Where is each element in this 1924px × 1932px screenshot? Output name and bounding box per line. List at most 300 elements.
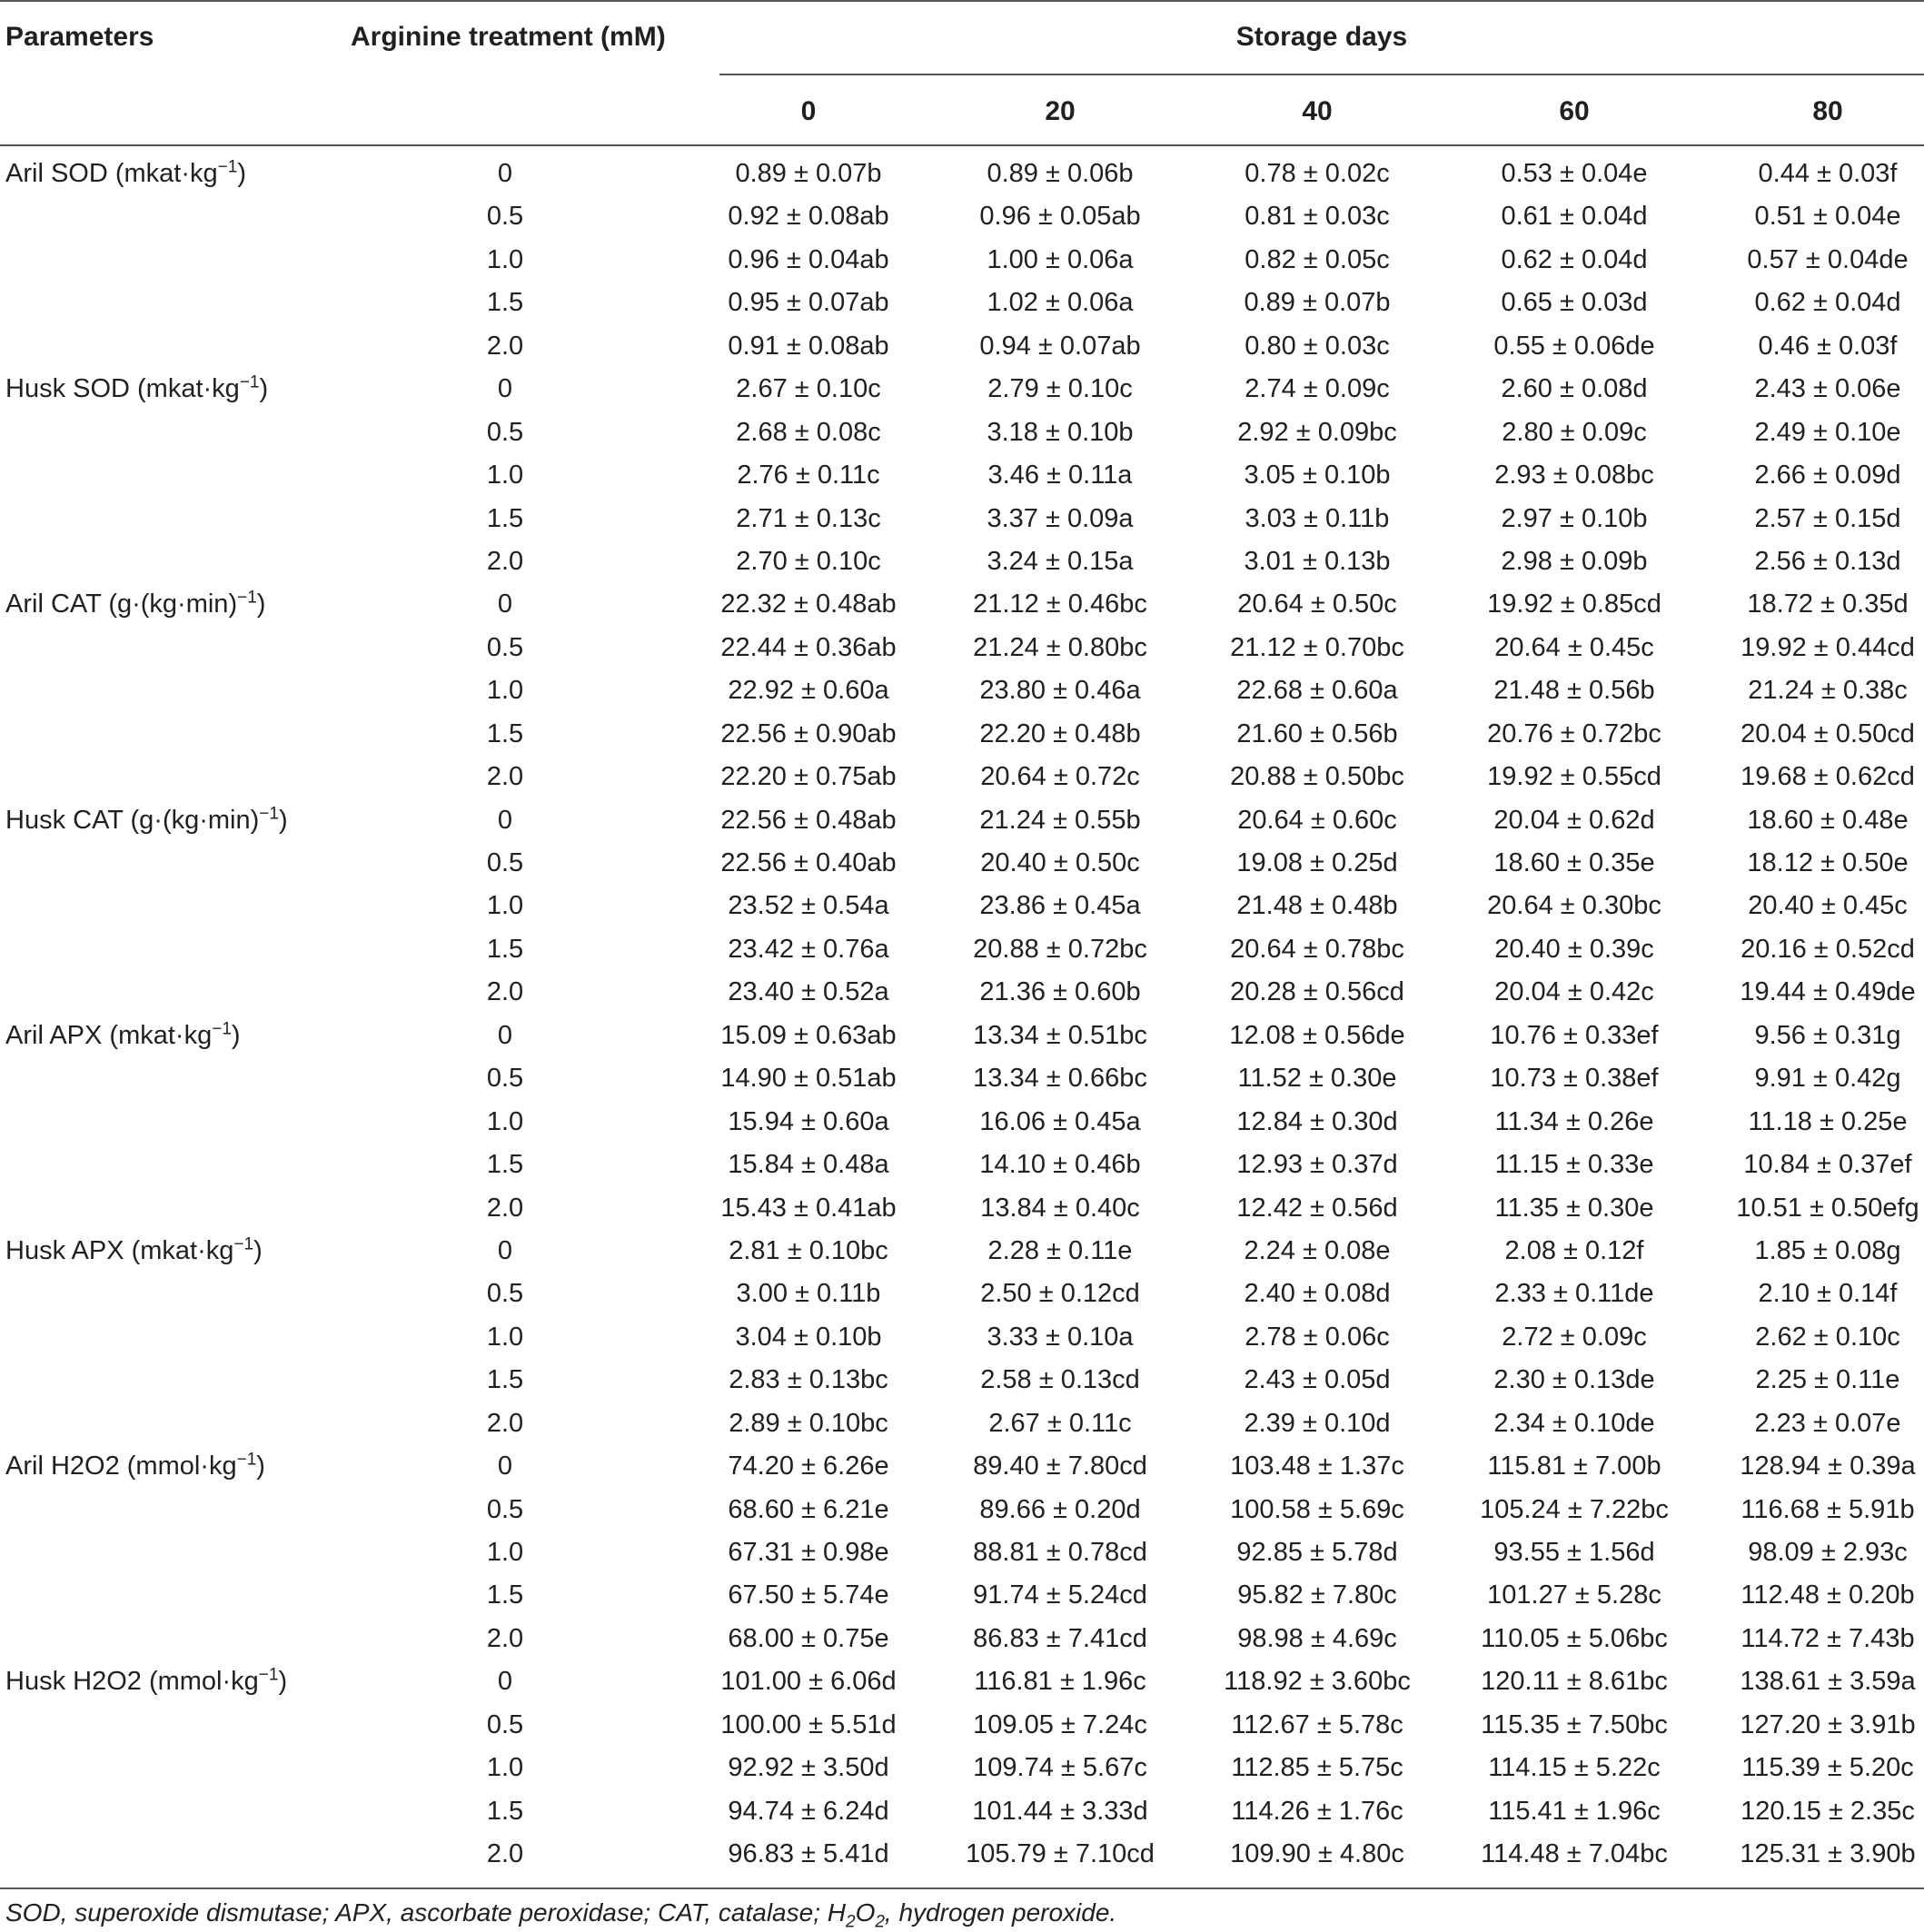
value-cell: 11.18 ± 0.25e [1748,1106,1908,1136]
value-cell: 0.78 ± 0.02c [1245,159,1390,188]
table-row [0,756,1924,798]
value-cell: 22.92 ± 0.60a [728,676,889,706]
value-cell: 114.72 ± 7.43b [1741,1623,1915,1653]
value-cell: 115.81 ± 7.00b [1487,1451,1661,1481]
value-cell: 2.33 ± 0.11de [1494,1279,1654,1309]
value-cell: 1.85 ± 0.08g [1754,1235,1901,1265]
value-cell: 14.90 ± 0.51ab [720,1064,897,1094]
parameter-label: Aril SOD $(mkat\cdot kg^{-1})$ [5,157,246,188]
value-cell: 19.92 ± 0.85cd [1487,590,1661,619]
table-row [0,1101,1924,1144]
table-row [0,627,1924,669]
value-cell: 3.24 ± 0.15a [987,546,1134,576]
treatment-cell: 0 [497,1451,513,1481]
header-storage-days: Storage days [1235,22,1408,52]
value-cell: 3.33 ± 0.10a [987,1322,1134,1352]
value-cell: 21.60 ± 0.56b [1236,718,1398,748]
table-row [0,195,1924,238]
value-cell: 101.44 ± 3.33d [972,1796,1148,1826]
value-cell: 2.43 ± 0.05d [1244,1365,1391,1395]
table-row [0,411,1924,454]
value-cell: 20.04 ± 0.50cd [1741,718,1915,748]
bottom-rule [0,1887,1924,1889]
value-cell: 89.66 ± 0.20d [979,1494,1141,1524]
value-cell: 23.80 ± 0.46a [979,676,1141,706]
value-cell: 138.61 ± 3.59a [1740,1667,1916,1697]
treatment-cell: 1.5 [486,1580,524,1610]
value-cell: 109.05 ± 7.24c [973,1709,1147,1739]
value-cell: 9.91 ± 0.42g [1754,1064,1901,1094]
table-row [0,282,1924,324]
treatment-cell: 0.5 [486,1064,524,1094]
treatment-cell: 0.5 [486,632,524,662]
value-cell: 74.20 ± 6.26e [728,1451,889,1481]
table-row [0,928,1924,971]
value-cell: 110.05 ± 5.06bc [1481,1623,1668,1653]
value-cell: 19.44 ± 0.49de [1740,977,1916,1007]
value-cell: 100.00 ± 5.51d [720,1709,897,1739]
value-cell: 11.52 ± 0.30e [1237,1064,1397,1094]
value-cell: 0.96 ± 0.05ab [979,202,1141,232]
value-cell: 2.56 ± 0.13d [1754,546,1901,576]
value-cell: 12.08 ± 0.56de [1229,1020,1405,1050]
table-row [0,1747,1924,1789]
value-cell: 95.82 ± 7.80c [1237,1580,1397,1610]
treatment-cell: 0 [497,159,513,188]
value-cell: 98.98 ± 4.69c [1237,1623,1397,1653]
value-cell: 0.46 ± 0.03f [1758,331,1898,361]
value-cell: 112.67 ± 5.78c [1231,1709,1403,1739]
parameter-label: Husk CAT $(g\cdot(kg\cdot\min)^{-1})$ [5,803,288,835]
value-cell: 2.23 ± 0.07e [1754,1408,1901,1438]
table-row [0,1704,1924,1747]
value-cell: 2.58 ± 0.13cd [980,1365,1140,1395]
value-cell: 0.92 ± 0.08ab [728,202,889,232]
parameter-label: Aril H2O2 $(mmol\cdot kg^{-1})$ [5,1450,265,1481]
treatment-cell: 2.0 [486,762,524,792]
treatment-cell: 1.5 [486,288,524,318]
value-cell: 13.34 ± 0.66bc [973,1064,1147,1094]
value-cell: 105.24 ± 7.22bc [1480,1494,1669,1524]
value-cell: 21.12 ± 0.46bc [973,590,1147,619]
treatment-cell: 1.0 [486,676,524,706]
table-row [0,1144,1924,1186]
value-cell: 0.94 ± 0.07ab [979,331,1141,361]
value-cell: 23.40 ± 0.52a [728,977,889,1007]
value-cell: 15.84 ± 0.48a [728,1150,889,1180]
value-cell: 98.09 ± 2.93c [1748,1538,1908,1567]
value-cell: 3.04 ± 0.10b [735,1322,882,1352]
value-cell: 2.80 ± 0.09c [1502,417,1647,447]
value-cell: 21.24 ± 0.38c [1748,676,1908,706]
header-day-60: 60 [1559,96,1590,126]
table-row [0,1445,1924,1488]
treatment-cell: 1.5 [486,718,524,748]
table-row [0,1316,1924,1359]
table-row [0,1531,1924,1574]
value-cell: 92.85 ± 5.78d [1236,1538,1398,1567]
value-cell: 18.72 ± 0.35d [1747,590,1909,619]
value-cell: 0.96 ± 0.04ab [728,244,889,274]
value-cell: 3.03 ± 0.11b [1245,503,1390,533]
table-row [0,1833,1924,1876]
table-row [0,1015,1924,1057]
value-cell: 2.30 ± 0.13de [1493,1365,1655,1395]
treatment-cell: 2.0 [486,331,524,361]
treatment-cell: 2.0 [486,1193,524,1223]
value-cell: 120.11 ± 8.61bc [1481,1667,1668,1697]
value-cell: 109.74 ± 5.67c [973,1753,1147,1783]
value-cell: 22.32 ± 0.48ab [720,590,897,619]
treatment-cell: 1.5 [486,1365,524,1395]
value-cell: 89.40 ± 7.80cd [973,1451,1147,1481]
value-cell: 0.80 ± 0.03c [1245,331,1390,361]
value-cell: 115.39 ± 5.20c [1741,1753,1914,1783]
value-cell: 21.24 ± 0.55b [979,805,1141,835]
value-cell: 0.81 ± 0.03c [1245,202,1390,232]
value-cell: 2.83 ± 0.13bc [729,1365,888,1395]
value-cell: 67.50 ± 5.74e [728,1580,889,1610]
value-cell: 3.37 ± 0.09a [987,503,1134,533]
value-cell: 10.76 ± 0.33ef [1490,1020,1659,1050]
table-row [0,713,1924,756]
value-cell: 2.28 ± 0.11e [987,1235,1133,1265]
value-cell: 125.31 ± 3.90b [1740,1839,1916,1869]
value-cell: 22.68 ± 0.60a [1236,676,1398,706]
value-cell: 9.56 ± 0.31g [1754,1020,1901,1050]
value-cell: 10.73 ± 0.38ef [1490,1064,1659,1094]
value-cell: 0.51 ± 0.04e [1754,202,1901,232]
value-cell: 20.40 ± 0.39c [1494,934,1654,964]
value-cell: 22.44 ± 0.36ab [720,632,897,662]
value-cell: 2.79 ± 0.10c [987,374,1133,404]
treatment-cell: 2.0 [486,1408,524,1438]
value-cell: 22.56 ± 0.90ab [720,718,897,748]
value-cell: 109.90 ± 4.80c [1230,1839,1404,1869]
value-cell: 22.20 ± 0.75ab [720,762,897,792]
value-cell: 10.51 ± 0.50efg [1736,1193,1919,1223]
value-cell: 116.68 ± 5.91b [1741,1494,1915,1524]
table-row [0,885,1924,927]
value-cell: 20.64 ± 0.50c [1237,590,1397,619]
value-cell: 2.67 ± 0.11c [988,1408,1132,1438]
value-cell: 2.72 ± 0.09c [1502,1322,1647,1352]
value-cell: 22.20 ± 0.48b [979,718,1141,748]
table-row [0,454,1924,497]
value-cell: 0.44 ± 0.03f [1758,159,1898,188]
value-cell: 21.48 ± 0.48b [1236,891,1398,921]
value-cell: 2.71 ± 0.13c [736,503,881,533]
treatment-cell: 1.5 [486,1796,524,1826]
treatment-cell: 1.0 [486,1753,524,1783]
value-cell: 0.95 ± 0.07ab [728,288,889,318]
value-cell: 115.41 ± 1.96c [1488,1796,1661,1826]
header-day-80: 80 [1812,96,1843,126]
value-cell: 2.97 ± 0.10b [1501,503,1648,533]
top-rule [0,0,1924,2]
value-cell: 88.81 ± 0.78cd [973,1538,1147,1567]
value-cell: 13.34 ± 0.51bc [973,1020,1147,1050]
value-cell: 68.60 ± 6.21e [728,1494,889,1524]
value-cell: 0.55 ± 0.06de [1493,331,1655,361]
treatment-cell: 1.5 [486,934,524,964]
table-row [0,368,1924,411]
treatment-cell: 2.0 [486,1839,524,1869]
value-cell: 20.76 ± 0.72bc [1487,718,1661,748]
value-cell: 2.70 ± 0.10c [736,546,881,576]
value-cell: 16.06 ± 0.45a [979,1106,1141,1136]
treatment-cell: 0.5 [486,1709,524,1739]
table-row [0,1402,1924,1445]
value-cell: 94.74 ± 6.24d [728,1796,889,1826]
table-row [0,1574,1924,1617]
value-cell: 105.79 ± 7.10cd [966,1839,1155,1869]
value-cell: 2.49 ± 0.10e [1754,417,1901,447]
value-cell: 19.08 ± 0.25d [1236,848,1398,877]
value-cell: 3.00 ± 0.11b [736,1279,881,1309]
value-cell: 101.00 ± 6.06d [720,1667,897,1697]
value-cell: 20.64 ± 0.78bc [1230,934,1404,964]
value-cell: 2.89 ± 0.10bc [729,1408,888,1438]
value-cell: 1.00 ± 0.06a [987,244,1134,274]
value-cell: 20.16 ± 0.52cd [1741,934,1915,964]
value-cell: 0.89 ± 0.06b [987,159,1134,188]
value-cell: 21.24 ± 0.80bc [973,632,1147,662]
value-cell: 3.18 ± 0.10b [987,417,1134,447]
value-cell: 20.40 ± 0.45c [1748,891,1908,921]
value-cell: 15.94 ± 0.60a [728,1106,889,1136]
header-day-40: 40 [1302,96,1333,126]
value-cell: 19.68 ± 0.62cd [1741,762,1915,792]
value-cell: 112.85 ± 5.75c [1231,1753,1403,1783]
parameter-label: Husk H2O2 $(mmol\cdot kg^{-1})$ [5,1665,288,1697]
value-cell: 2.50 ± 0.12cd [980,1279,1140,1309]
value-cell: 92.92 ± 3.50d [728,1753,889,1783]
value-cell: 18.60 ± 0.48e [1747,805,1909,835]
value-cell: 112.48 ± 0.20b [1741,1580,1915,1610]
value-cell: 2.62 ± 0.10c [1755,1322,1900,1352]
table-row [0,540,1924,583]
value-cell: 21.12 ± 0.70bc [1230,632,1404,662]
value-cell: 0.53 ± 0.04e [1501,159,1648,188]
value-cell: 0.57 ± 0.04de [1747,244,1909,274]
parameter-label: Husk APX $(mkat\cdot kg^{-1})$ [5,1234,263,1265]
parameter-label: Aril APX $(mkat\cdot kg^{-1})$ [5,1019,241,1050]
table-row [0,325,1924,368]
treatment-cell: 0 [497,805,513,835]
value-cell: 2.25 ± 0.11e [1755,1365,1900,1395]
treatment-cell: 0 [497,1020,513,1050]
value-cell: 2.81 ± 0.10bc [729,1235,888,1265]
value-cell: 2.78 ± 0.06c [1245,1322,1390,1352]
value-cell: 120.15 ± 2.35c [1741,1796,1915,1826]
value-cell: 13.84 ± 0.40c [980,1193,1140,1223]
header-day-20: 20 [1045,96,1076,126]
value-cell: 116.81 ± 1.96c [974,1667,1146,1697]
value-cell: 23.42 ± 0.76a [728,934,889,964]
value-cell: 15.43 ± 0.41ab [720,1193,897,1223]
table-row [0,1230,1924,1273]
table-row [0,239,1924,282]
value-cell: 0.82 ± 0.05c [1245,244,1390,274]
treatment-cell: 2.0 [486,546,524,576]
treatment-cell: 0.5 [486,848,524,877]
value-cell: 0.91 ± 0.08ab [728,331,889,361]
value-cell: 2.92 ± 0.09bc [1237,417,1397,447]
table-row [0,1187,1924,1230]
value-cell: 68.00 ± 0.75e [728,1623,889,1653]
value-cell: 11.15 ± 0.33e [1494,1150,1654,1180]
value-cell: 0.62 ± 0.04d [1501,244,1648,274]
value-cell: 128.94 ± 0.39a [1740,1451,1916,1481]
table-row [0,1057,1924,1100]
table-row [0,1790,1924,1833]
value-cell: 12.42 ± 0.56d [1236,1193,1398,1223]
treatment-cell: 1.0 [486,1322,524,1352]
table-row [0,842,1924,885]
value-cell: 2.93 ± 0.08bc [1494,461,1654,490]
value-cell: 103.48 ± 1.37c [1230,1451,1404,1481]
value-cell: 2.60 ± 0.08d [1501,374,1648,404]
header-rule [0,144,1924,146]
treatment-cell: 0.5 [486,1279,524,1309]
value-cell: 23.52 ± 0.54a [728,891,889,921]
value-cell: 20.04 ± 0.62d [1493,805,1655,835]
value-cell: 20.40 ± 0.50c [980,848,1140,877]
treatment-cell: 1.5 [486,1150,524,1180]
value-cell: 114.48 ± 7.04bc [1481,1839,1668,1869]
value-cell: 0.65 ± 0.03d [1501,288,1648,318]
value-cell: 2.10 ± 0.14f [1758,1279,1898,1309]
table-row [0,583,1924,626]
treatment-cell: 1.5 [486,503,524,533]
value-cell: 20.64 ± 0.60c [1237,805,1397,835]
table-row [0,669,1924,712]
table-row [0,971,1924,1014]
value-cell: 115.35 ± 7.50bc [1481,1709,1668,1739]
value-cell: 20.64 ± 0.72c [980,762,1140,792]
value-cell: 96.83 ± 5.41d [728,1839,889,1869]
table-row [0,1660,1924,1703]
table-row [0,1489,1924,1531]
value-cell: 118.92 ± 3.60bc [1224,1667,1411,1697]
value-cell: 86.83 ± 7.41cd [973,1623,1147,1653]
treatment-cell: 1.0 [486,891,524,921]
treatment-cell: 2.0 [486,1623,524,1653]
value-cell: 93.55 ± 1.56d [1493,1538,1655,1567]
value-cell: 11.35 ± 0.30e [1494,1193,1654,1223]
treatment-cell: 1.0 [486,1106,524,1136]
value-cell: 20.64 ± 0.30bc [1487,891,1661,921]
value-cell: 0.62 ± 0.04d [1754,288,1901,318]
value-cell: 67.31 ± 0.98e [728,1538,889,1567]
value-cell: 91.74 ± 5.24cd [973,1580,1147,1610]
table-row [0,1359,1924,1402]
value-cell: 18.12 ± 0.50e [1747,848,1909,877]
value-cell: 3.46 ± 0.11a [987,461,1133,490]
value-cell: 2.39 ± 0.10d [1244,1408,1391,1438]
value-cell: 19.92 ± 0.55cd [1487,762,1661,792]
value-cell: 1.02 ± 0.06a [987,288,1134,318]
value-cell: 3.01 ± 0.13b [1244,546,1391,576]
footnote: SOD, superoxide dismutase; APX, ascorbate peroxidase; CAT, catalase; $H_2O_2$, hydrogen peroxide. [5,1898,1117,1932]
value-cell: 12.84 ± 0.30d [1236,1106,1398,1136]
value-cell: 2.34 ± 0.10de [1493,1408,1655,1438]
table-row [0,498,1924,540]
treatment-cell: 0.5 [486,417,524,447]
value-cell: 3.05 ± 0.10b [1244,461,1391,490]
treatment-cell: 0 [497,590,513,619]
treatment-cell: 1.0 [486,461,524,490]
treatment-cell: 1.0 [486,1538,524,1567]
value-cell: 21.36 ± 0.60b [979,977,1141,1007]
table-row [0,799,1924,842]
treatment-cell: 0 [497,1667,513,1697]
table-body [0,153,1924,1877]
value-cell: 19.92 ± 0.44cd [1741,632,1915,662]
value-cell: 100.58 ± 5.69c [1230,1494,1404,1524]
table-row [0,1273,1924,1315]
parameter-label: Aril CAT $(g\cdot(kg\cdot\min)^{-1})$ [5,588,266,619]
treatment-cell: 1.0 [486,244,524,274]
value-cell: 114.15 ± 5.22c [1488,1753,1661,1783]
value-cell: 2.76 ± 0.11c [737,461,880,490]
value-cell: 0.61 ± 0.04d [1501,202,1648,232]
value-cell: 20.04 ± 0.42c [1494,977,1654,1007]
value-cell: 101.27 ± 5.28c [1487,1580,1661,1610]
value-cell: 2.66 ± 0.09d [1754,461,1901,490]
value-cell: 20.64 ± 0.45c [1494,632,1654,662]
value-cell: 22.56 ± 0.48ab [720,805,897,835]
treatment-cell: 2.0 [486,977,524,1007]
header-parameters: Parameters [5,22,154,52]
value-cell: 2.68 ± 0.08c [736,417,881,447]
value-cell: 10.84 ± 0.37ef [1743,1150,1912,1180]
value-cell: 2.08 ± 0.12f [1504,1235,1644,1265]
treatment-cell: 0 [497,1235,513,1265]
value-cell: 2.24 ± 0.08e [1244,1235,1391,1265]
value-cell: 15.09 ± 0.63ab [720,1020,897,1050]
table-row [0,153,1924,195]
value-cell: 114.26 ± 1.76c [1231,1796,1403,1826]
parameter-label: Husk SOD $(mkat\cdot kg^{-1})$ [5,372,269,404]
header-treatment: Arginine treatment (mM) [351,22,666,52]
value-cell: 12.93 ± 0.37d [1236,1150,1398,1180]
value-cell: 20.88 ± 0.50bc [1230,762,1404,792]
treatment-cell: 0 [497,374,513,404]
value-cell: 20.28 ± 0.56cd [1230,977,1404,1007]
value-cell: 2.57 ± 0.15d [1754,503,1901,533]
value-cell: 2.74 ± 0.09c [1245,374,1390,404]
header-day-0: 0 [800,96,817,126]
value-cell: 2.98 ± 0.09b [1501,546,1648,576]
value-cell: 21.48 ± 0.56b [1493,676,1655,706]
value-cell: 2.40 ± 0.08d [1244,1279,1391,1309]
value-cell: 0.89 ± 0.07b [1244,288,1391,318]
treatment-cell: 0.5 [486,1494,524,1524]
value-cell: 11.34 ± 0.26e [1494,1106,1654,1136]
storage-days-rule [719,74,1924,75]
value-cell: 0.89 ± 0.07b [735,159,882,188]
value-cell: 23.86 ± 0.45a [979,891,1141,921]
value-cell: 127.20 ± 3.91b [1740,1709,1916,1739]
value-cell: 20.88 ± 0.72bc [973,934,1147,964]
value-cell: 14.10 ± 0.46b [979,1150,1141,1180]
treatment-cell: 0.5 [486,202,524,232]
value-cell: 2.67 ± 0.10c [736,374,881,404]
value-cell: 18.60 ± 0.35e [1493,848,1655,877]
value-cell: 2.43 ± 0.06e [1754,374,1901,404]
